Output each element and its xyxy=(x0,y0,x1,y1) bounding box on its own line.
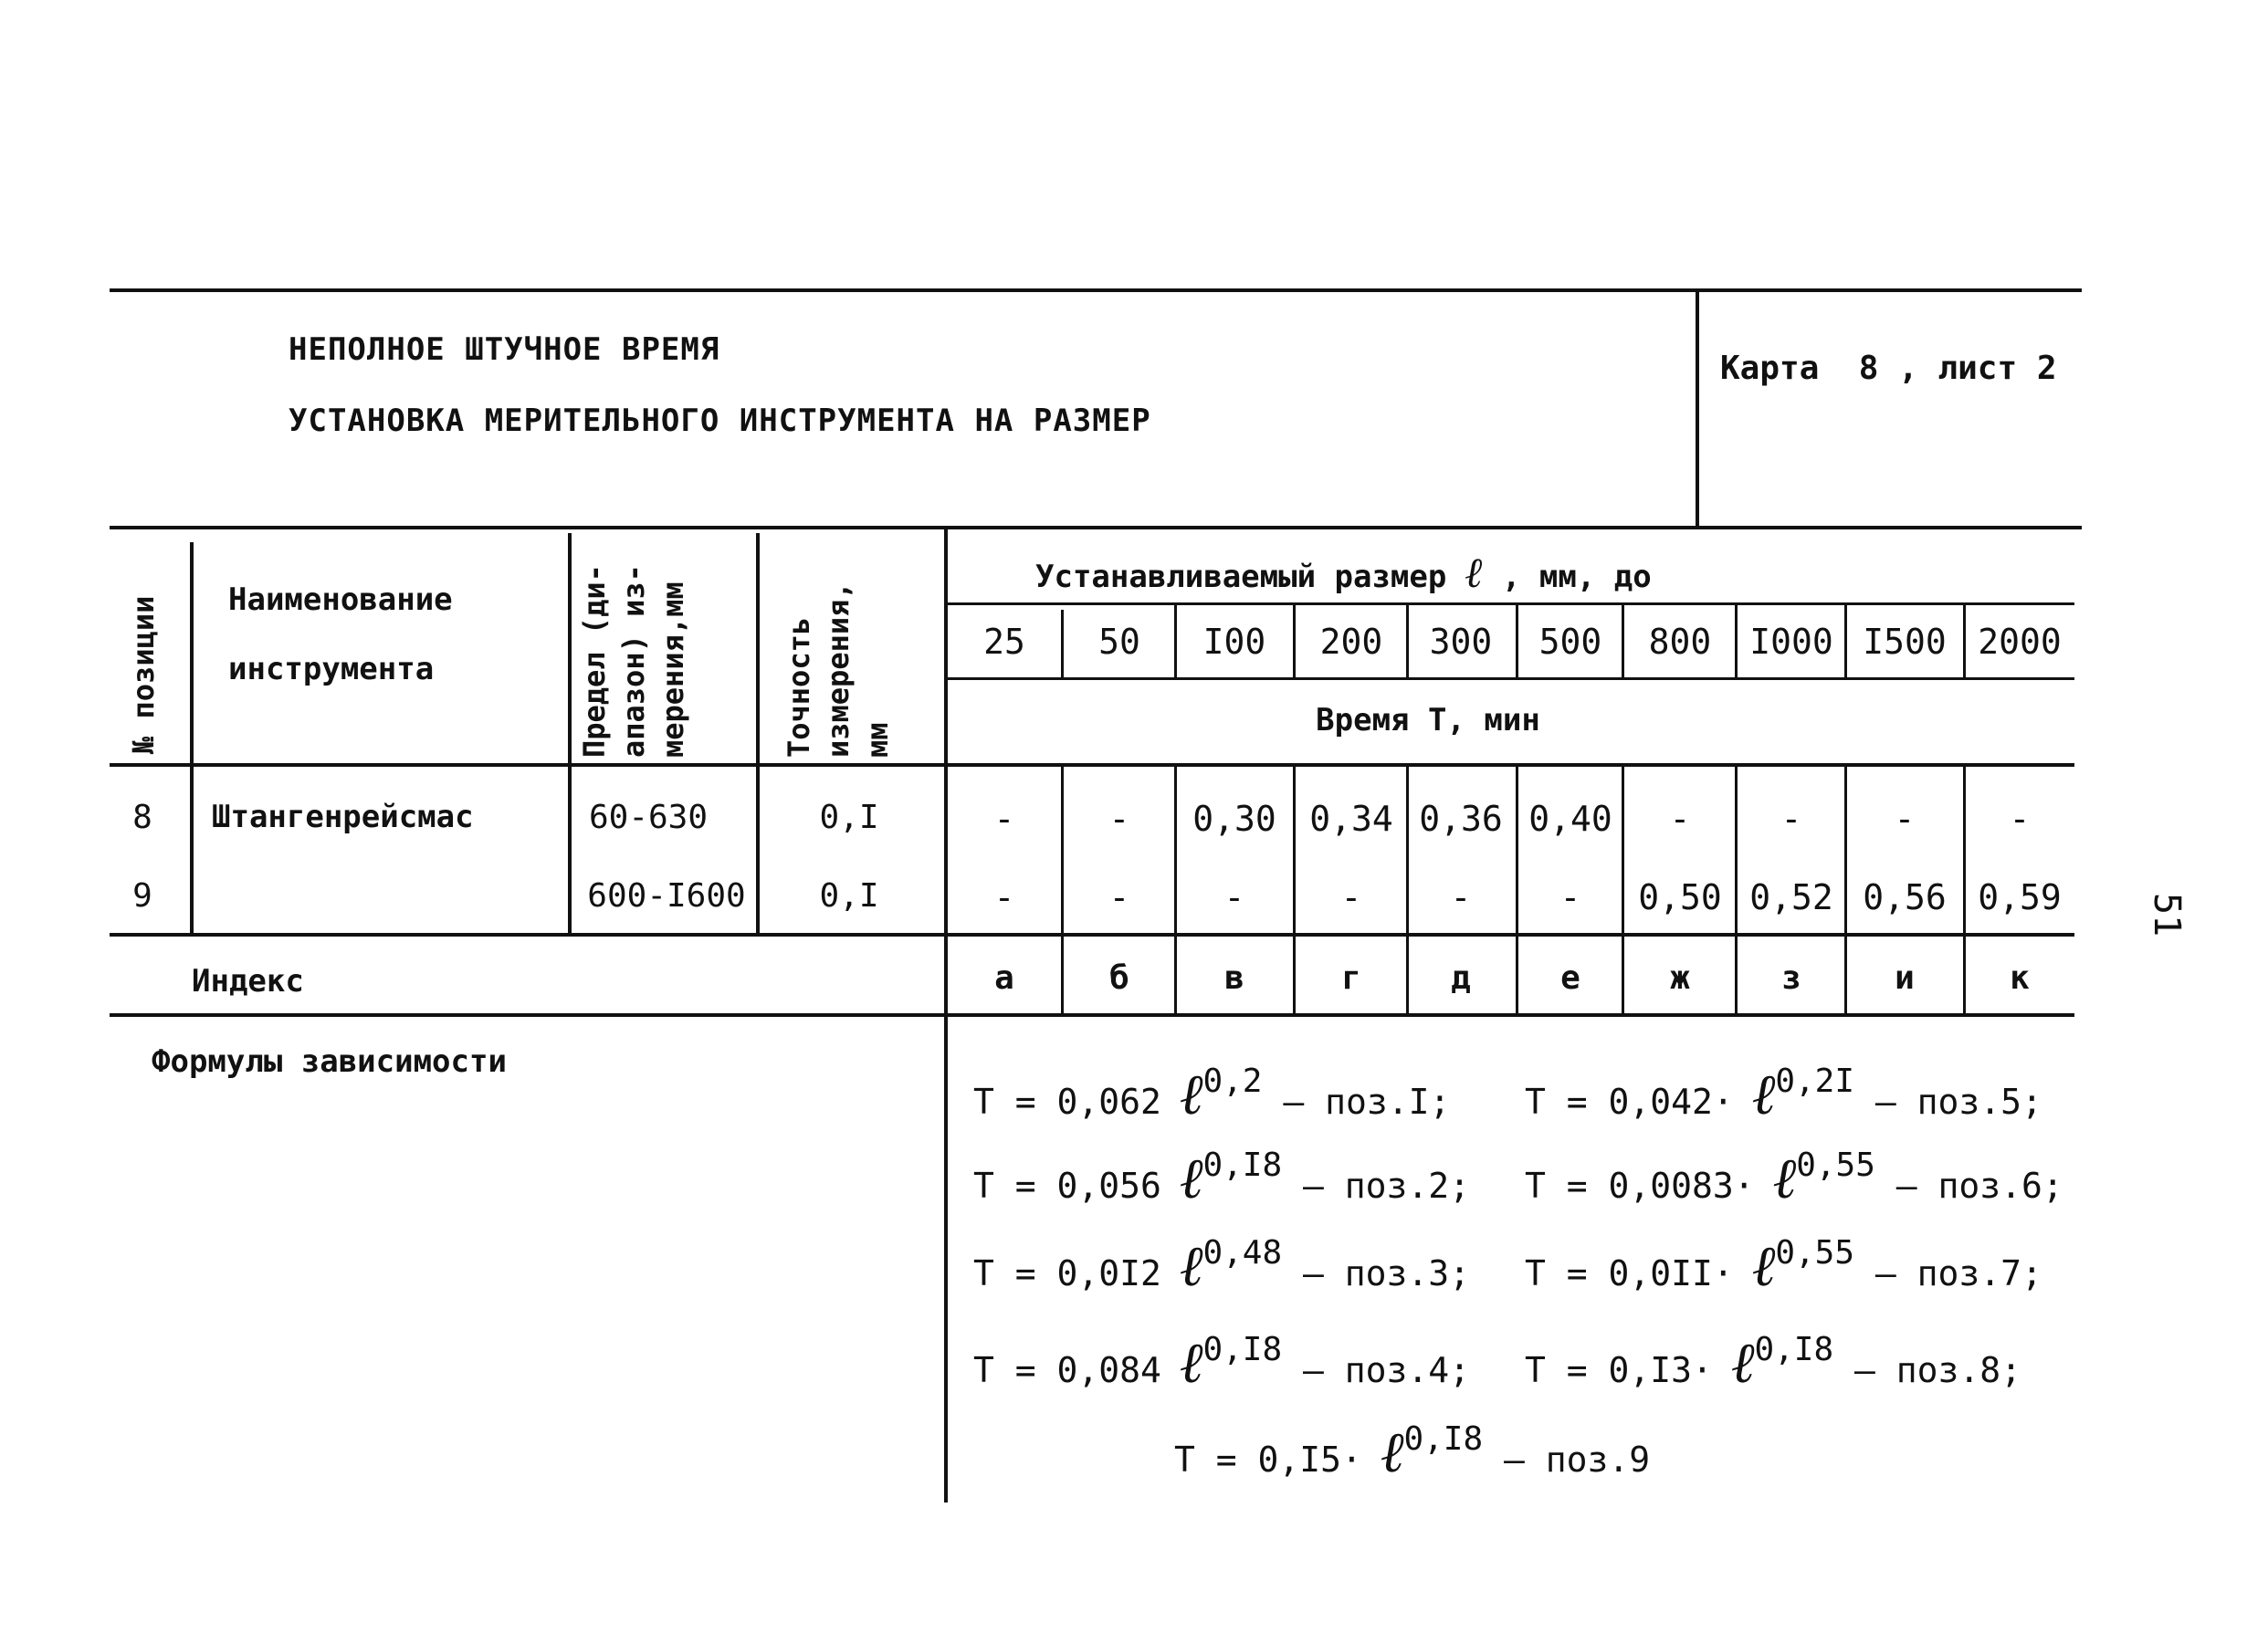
size-value: 200 xyxy=(1319,622,1383,662)
size-col-divider xyxy=(1622,604,1624,679)
row-8-accuracy: 0,I xyxy=(819,799,879,836)
header-accuracy-line3: мм xyxy=(860,722,896,758)
index-letter: е xyxy=(1560,959,1580,997)
size-col-divider xyxy=(1963,604,1966,679)
header-range-line2: апазон) из- xyxy=(616,564,652,758)
formula-size-symbol: ℓ xyxy=(1160,1329,1203,1396)
formula-item xyxy=(973,1061,1451,1127)
size-col-divider xyxy=(1516,765,1518,1015)
time-value-row-9: 0,50 xyxy=(1638,877,1722,917)
time-value-row-9: 0,56 xyxy=(1863,877,1947,917)
formula-coefficient: Т = 0,0083· xyxy=(1525,1166,1755,1206)
formula-position: – поз.2; xyxy=(1282,1166,1471,1206)
formula-item xyxy=(1174,1419,1651,1485)
sheet-label: , лист xyxy=(1898,350,2018,387)
formula-exponent: 0,55 xyxy=(1796,1147,1875,1184)
time-value-row-8: - xyxy=(2009,799,2031,839)
formula-item xyxy=(1525,1329,2022,1396)
size-col-divider xyxy=(1293,604,1296,679)
formula-exponent: 0,2 xyxy=(1202,1063,1263,1100)
time-value-row-9: - xyxy=(1108,877,1130,917)
index-letter: г xyxy=(1341,959,1361,997)
size-col-divider xyxy=(1844,765,1847,1015)
header-accuracy-line1: Точность xyxy=(782,616,816,758)
row-9-accuracy: 0,I xyxy=(819,877,879,915)
row-8-name: Штангенрейсмас xyxy=(212,799,474,835)
formula-item xyxy=(1525,1061,2042,1127)
formulas-label: Формулы зависимости xyxy=(152,1043,507,1080)
formula-size-symbol: ℓ xyxy=(1754,1145,1797,1211)
card-reference xyxy=(1720,352,2057,385)
header-name-line2: инструмента xyxy=(228,651,435,687)
formula-position: – поз.4; xyxy=(1282,1350,1471,1390)
sizes-rule xyxy=(946,677,2074,680)
header-accuracy xyxy=(780,581,898,758)
formula-exponent: 0,I8 xyxy=(1754,1331,1834,1368)
formula-coefficient: Т = 0,I3· xyxy=(1525,1350,1713,1390)
formula-item xyxy=(973,1329,1471,1396)
row-9-range: 600-I600 xyxy=(587,877,746,915)
row-8-range: 60-630 xyxy=(588,799,709,836)
size-value: I00 xyxy=(1202,622,1266,662)
header-name-line1: Наименование xyxy=(228,581,453,618)
index-letter: д xyxy=(1451,959,1471,997)
formula-size-symbol: ℓ xyxy=(1361,1419,1404,1485)
formula-size-symbol: ℓ xyxy=(1160,1145,1203,1211)
size-col-divider xyxy=(1844,604,1847,679)
time-value-row-9: - xyxy=(1559,877,1581,917)
page-number: 51 xyxy=(2146,893,2188,937)
size-col-divider xyxy=(1293,765,1296,1015)
row-8-position: 8 xyxy=(132,799,152,836)
time-value-row-8: - xyxy=(1780,799,1802,839)
formula-position: – поз.I; xyxy=(1262,1082,1451,1122)
time-value-row-8: - xyxy=(1669,799,1691,839)
time-value-row-9: 0,52 xyxy=(1749,877,1833,917)
formula-item xyxy=(973,1145,1471,1211)
header-position: № позиции xyxy=(126,595,161,754)
col-divider-accuracy xyxy=(944,528,948,1503)
time-value-row-8: - xyxy=(1894,799,1916,839)
formula-position: – поз.8; xyxy=(1833,1350,2022,1390)
size-col-divider xyxy=(1516,604,1518,679)
size-symbol: ℓ xyxy=(1465,548,1484,597)
index-letter: и xyxy=(1895,959,1915,997)
header-range-line3: мерения,мм xyxy=(656,581,691,758)
formula-position: – поз.9 xyxy=(1483,1440,1651,1480)
formula-coefficient: Т = 0,084 xyxy=(973,1350,1161,1390)
time-value-row-8: - xyxy=(993,799,1015,839)
row-9-position: 9 xyxy=(132,877,152,915)
formula-size-symbol: ℓ xyxy=(1160,1061,1203,1127)
time-value-row-9: - xyxy=(993,877,1015,917)
index-letter: к xyxy=(2010,959,2030,997)
time-value-row-8: 0,36 xyxy=(1419,799,1503,839)
time-value-row-9: - xyxy=(1340,877,1362,917)
size-col-divider xyxy=(1735,604,1738,679)
size-header-rule xyxy=(946,602,2074,605)
size-col-divider xyxy=(1406,604,1409,679)
size-col-divider xyxy=(1174,604,1177,679)
document-title-line2: УСТАНОВКА МЕРИТЕЛЬНОГО ИНСТРУМЕНТА НА РАЗМЕР xyxy=(289,403,1151,439)
formula-item xyxy=(1525,1145,2063,1211)
formula-exponent: 0,I8 xyxy=(1202,1147,1283,1184)
document-title-line1: НЕПОЛНОЕ ШТУЧНОЕ ВРЕМЯ xyxy=(289,331,720,368)
formula-size-symbol: ℓ xyxy=(1733,1061,1776,1127)
table-rows-bottom-rule xyxy=(110,933,2074,937)
formula-size-symbol: ℓ xyxy=(1160,1232,1203,1299)
card-label: Карта xyxy=(1720,350,1820,387)
size-value: I000 xyxy=(1749,622,1833,662)
size-value: 25 xyxy=(983,622,1025,662)
size-value: 2000 xyxy=(1978,622,2062,662)
size-col-divider xyxy=(1622,765,1624,1015)
formula-size-symbol: ℓ xyxy=(1712,1329,1755,1396)
index-row-bottom-rule xyxy=(110,1013,2074,1017)
header-bottom-rule xyxy=(110,526,2082,529)
size-value: 300 xyxy=(1429,622,1493,662)
size-col-divider xyxy=(1406,765,1409,1015)
header-accuracy-line2: измерения, xyxy=(821,581,856,758)
col-divider-name xyxy=(568,533,572,935)
col-divider-position xyxy=(190,542,194,935)
formula-size-symbol: ℓ xyxy=(1733,1232,1776,1299)
header-top-rule xyxy=(110,288,2082,292)
index-label: Индекс xyxy=(192,963,304,1000)
formula-exponent: 0,I8 xyxy=(1202,1331,1283,1368)
formula-coefficient: Т = 0,0I2 xyxy=(973,1253,1161,1293)
formula-exponent: 0,48 xyxy=(1202,1234,1283,1272)
time-value-row-9: - xyxy=(1223,877,1245,917)
formula-position: – поз.6; xyxy=(1874,1166,2063,1206)
size-value: 50 xyxy=(1098,622,1140,662)
time-value-row-8: 0,40 xyxy=(1528,799,1612,839)
size-value: 500 xyxy=(1538,622,1602,662)
header-range xyxy=(575,564,694,758)
size-col-divider xyxy=(1174,765,1177,1015)
time-value-row-8: 0,30 xyxy=(1192,799,1276,839)
time-value-row-9: - xyxy=(1450,877,1472,917)
formula-item xyxy=(973,1232,1471,1299)
formula-coefficient: Т = 0,042· xyxy=(1525,1082,1734,1122)
size-col-divider xyxy=(1061,765,1064,1015)
formula-coefficient: Т = 0,062 xyxy=(973,1082,1161,1122)
size-value: I500 xyxy=(1863,622,1947,662)
col-divider-range xyxy=(756,533,760,935)
time-header: Время Т, мин xyxy=(1316,702,1540,738)
formula-item xyxy=(1525,1232,2042,1299)
size-col-divider xyxy=(1061,610,1064,679)
time-value-row-8: - xyxy=(1108,799,1130,839)
size-col-divider xyxy=(1963,765,1966,1015)
formula-coefficient: Т = 0,I5· xyxy=(1174,1440,1362,1480)
size-col-divider xyxy=(1735,765,1738,1015)
index-letter: а xyxy=(994,959,1014,997)
formula-position: – поз.3; xyxy=(1282,1253,1471,1293)
sheet-number: 2 xyxy=(2036,350,2057,387)
table-header-bottom-rule xyxy=(110,763,2074,767)
formula-position: – поз.7; xyxy=(1854,1253,2042,1293)
header-range-line1: Предел (ди- xyxy=(577,564,612,758)
index-letter: б xyxy=(1109,959,1129,997)
size-header: Устанавливаемый размер ℓ , мм, до xyxy=(1035,548,1652,597)
index-letter: з xyxy=(1781,959,1801,997)
formula-exponent: 0,55 xyxy=(1775,1234,1855,1272)
formula-exponent: 0,I8 xyxy=(1403,1420,1484,1458)
formula-coefficient: Т = 0,0II· xyxy=(1525,1253,1734,1293)
formula-position: – поз.5; xyxy=(1854,1082,2042,1122)
card-number: 8 xyxy=(1858,350,1879,387)
time-value-row-9: 0,59 xyxy=(1978,877,2062,917)
time-value-row-8: 0,34 xyxy=(1309,799,1393,839)
index-letter: ж xyxy=(1670,959,1690,997)
formula-exponent: 0,2I xyxy=(1775,1063,1855,1100)
header-card-divider xyxy=(1696,288,1699,528)
size-value: 800 xyxy=(1648,622,1712,662)
formula-coefficient: Т = 0,056 xyxy=(973,1166,1161,1206)
index-letter: в xyxy=(1224,959,1244,997)
